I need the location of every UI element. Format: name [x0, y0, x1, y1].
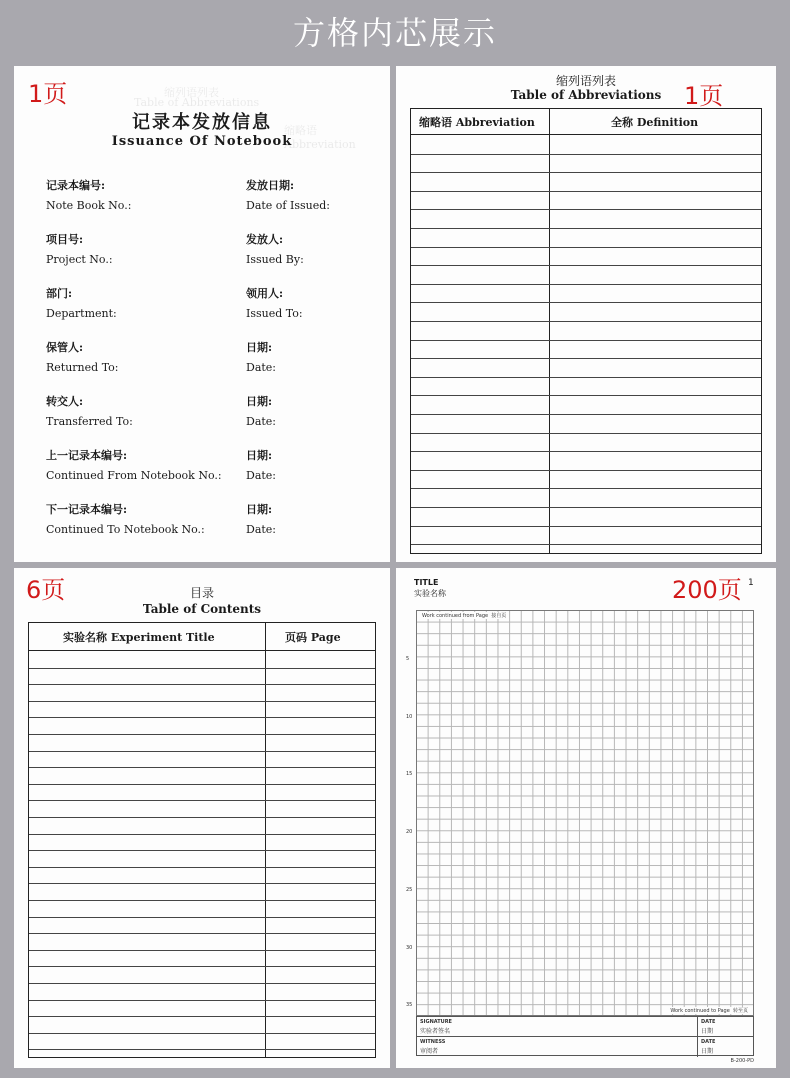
- table-row-line: [29, 734, 375, 735]
- table-row-line: [29, 767, 375, 768]
- field-label-cn: 领用人:: [246, 287, 284, 300]
- field-label-en: Project No.:: [46, 253, 113, 266]
- issuance-field-right: [246, 176, 330, 216]
- table-row-line: [411, 526, 761, 527]
- witness-row: [417, 1037, 753, 1057]
- field-label-cn: 日期:: [246, 395, 273, 408]
- panel-contents: [14, 568, 390, 1068]
- table-row-line: [29, 784, 375, 785]
- graph-grid: [416, 610, 754, 1016]
- field-label-cn: 记录本编号:: [46, 179, 106, 192]
- table-row-line: [29, 1016, 375, 1017]
- panel-abbreviations: [396, 66, 776, 562]
- issuance-field-right: [246, 284, 303, 324]
- field-label-en: Issued By:: [246, 253, 304, 266]
- grid-row-tick-label: 5: [406, 656, 410, 662]
- issuance-field-left: [46, 176, 131, 216]
- table-row-line: [411, 507, 761, 508]
- grid-row-tick-label: 10: [406, 713, 413, 720]
- page-count-label: 1页: [684, 82, 724, 110]
- bleed-through-text: 缩列语列表: [164, 86, 219, 99]
- table-row-line: [411, 265, 761, 266]
- issuance-field-left: [46, 230, 113, 270]
- table-row-line: [29, 668, 375, 669]
- field-label-en: Continued From Notebook No.:: [46, 469, 222, 482]
- grid-row-tick-label: 30: [406, 944, 413, 951]
- field-label-cn: 下一记录本编号:: [46, 503, 128, 516]
- witness-label-en: WITNESS: [420, 1039, 446, 1045]
- table-row-line: [411, 284, 761, 285]
- continued-to-label: Work continued to Page 转至页: [670, 1008, 748, 1014]
- issuance-field-left: [46, 500, 205, 540]
- witness-label-cn: 审阅者: [420, 1048, 439, 1055]
- table-row-line: [29, 1033, 375, 1034]
- table-row-line: [29, 1049, 375, 1050]
- table-header: [411, 109, 761, 135]
- page-count-label: 1页: [28, 80, 68, 108]
- table-row-line: [411, 154, 761, 155]
- date-label-en: DATE: [701, 1019, 716, 1025]
- field-label-en: Returned To:: [46, 361, 119, 374]
- table-row-line: [411, 433, 761, 434]
- signature-box: [416, 1016, 754, 1056]
- field-label-cn: 发放人:: [246, 233, 284, 246]
- field-label-en: Transferred To:: [46, 415, 133, 428]
- table-row-line: [29, 850, 375, 851]
- table-row-line: [411, 414, 761, 415]
- column-divider: [549, 109, 550, 553]
- column-header-abbreviation: 缩略语 Abbreviation: [419, 115, 535, 129]
- page-count-label: 200页: [672, 576, 742, 604]
- field-label-cn: 转交人:: [46, 395, 84, 408]
- date-label-cn: 日期: [701, 1028, 714, 1035]
- table-row-line: [411, 191, 761, 192]
- table-row-line: [29, 684, 375, 685]
- contents-table: [28, 622, 376, 1058]
- table-row-line: [29, 834, 375, 835]
- contents-title-en: Table of Contents: [142, 602, 262, 616]
- field-label-en: Date:: [246, 523, 277, 536]
- column-header-definition: 全称 Definition: [611, 115, 699, 129]
- grid-row-tick-label: 15: [406, 771, 413, 778]
- table-row-line: [411, 358, 761, 359]
- banner: [0, 0, 790, 62]
- abbrev-title-en: Table of Abbreviations: [510, 88, 662, 102]
- issuance-field-right: [246, 338, 276, 378]
- issuance-field-right: [246, 500, 276, 540]
- issuance-field-left: [46, 284, 117, 324]
- issuance-title-cn: 记录本发放信息: [132, 112, 272, 133]
- issuance-field-left: [46, 392, 133, 432]
- abbreviation-table: [410, 108, 762, 554]
- continued-from-label: Work continued from Page 接自页: [422, 613, 507, 619]
- table-row-line: [29, 983, 375, 984]
- table-row-line: [411, 321, 761, 322]
- issuance-field-left: [46, 446, 222, 486]
- table-row-line: [411, 247, 761, 248]
- field-label-en: Continued To Notebook No.:: [46, 523, 205, 536]
- signature-label-en: SIGNATURE: [420, 1019, 452, 1025]
- field-label-cn: 日期:: [246, 449, 273, 462]
- table-row-line: [411, 451, 761, 452]
- signature-label-cn: 实验者签名: [420, 1028, 451, 1035]
- table-row-line: [29, 900, 375, 901]
- field-label-cn: 保管人:: [46, 341, 84, 354]
- field-label-en: Note Book No.:: [46, 199, 132, 212]
- field-label-cn: 项目号:: [46, 233, 84, 246]
- signature-row: [417, 1017, 753, 1037]
- abbrev-title-cn: 缩列语列表: [555, 74, 616, 88]
- field-label-en: Issued To:: [246, 307, 303, 320]
- table-row-line: [29, 817, 375, 818]
- grid-row-tick-label: 25: [406, 886, 413, 893]
- panel-issuance: [14, 66, 390, 562]
- bleed-through-text: Table of Abbreviations: [134, 96, 260, 109]
- table-row-line: [411, 228, 761, 229]
- issuance-field-right: [246, 392, 276, 432]
- table-row-line: [411, 544, 761, 545]
- table-row-line: [29, 883, 375, 884]
- contents-title-cn: 目录: [189, 586, 214, 600]
- table-row-line: [411, 488, 761, 489]
- table-row-line: [29, 966, 375, 967]
- table-row-line: [411, 340, 761, 341]
- field-label-cn: 部门:: [46, 287, 73, 300]
- issuance-title-en: Issuance Of Notebook: [111, 134, 293, 149]
- bleed-through-text: 缩略语 Abbreviation: [284, 124, 356, 151]
- issuance-field-right: [246, 446, 276, 486]
- field-label-en: Department:: [46, 307, 117, 320]
- column-divider: [265, 623, 266, 1057]
- issuance-field-left: [46, 338, 119, 378]
- table-row-line: [411, 470, 761, 471]
- panel-grid-page: [396, 568, 776, 1068]
- table-row-line: [411, 377, 761, 378]
- page-number: 1: [748, 578, 754, 588]
- field-label-en: Date:: [246, 415, 277, 428]
- table-row-line: [29, 751, 375, 752]
- grid-row-tick-label: 35: [406, 1002, 413, 1009]
- table-row-line: [411, 172, 761, 173]
- field-label-en: Date:: [246, 361, 277, 374]
- grid-title-cn: 实验名称: [414, 589, 446, 598]
- table-header: [29, 623, 375, 651]
- field-label-cn: 上一记录本编号:: [46, 449, 128, 462]
- date-label-cn: 日期: [701, 1048, 714, 1055]
- table-row-line: [411, 302, 761, 303]
- field-label-cn: 日期:: [246, 503, 273, 516]
- table-row-line: [29, 701, 375, 702]
- field-label-en: Date:: [246, 469, 277, 482]
- table-row-line: [29, 917, 375, 918]
- table-row-line: [29, 1000, 375, 1001]
- table-row-line: [29, 717, 375, 718]
- date-cell: [697, 1017, 753, 1036]
- footer-code: B-200-PD: [730, 1058, 754, 1064]
- table-row-line: [411, 209, 761, 210]
- issuance-field-right: [246, 230, 304, 270]
- date-cell: [697, 1037, 753, 1057]
- date-label-en: DATE: [701, 1039, 716, 1045]
- table-row-line: [29, 800, 375, 801]
- field-label-cn: 日期:: [246, 341, 273, 354]
- table-row-line: [411, 395, 761, 396]
- page-count-label: 6页: [26, 576, 66, 604]
- banner-title: 方格内芯展示: [292, 14, 497, 52]
- field-label-en: Date of Issued:: [246, 199, 330, 212]
- column-header-page: 页码 Page: [285, 630, 341, 644]
- grid-row-tick-label: 20: [406, 829, 413, 836]
- grid-title-en: TITLE: [414, 578, 439, 587]
- table-row-line: [29, 950, 375, 951]
- table-row-line: [29, 933, 375, 934]
- column-header-experiment-title: 实验名称 Experiment Title: [63, 630, 215, 644]
- field-label-cn: 发放日期:: [246, 179, 295, 192]
- table-row-line: [29, 867, 375, 868]
